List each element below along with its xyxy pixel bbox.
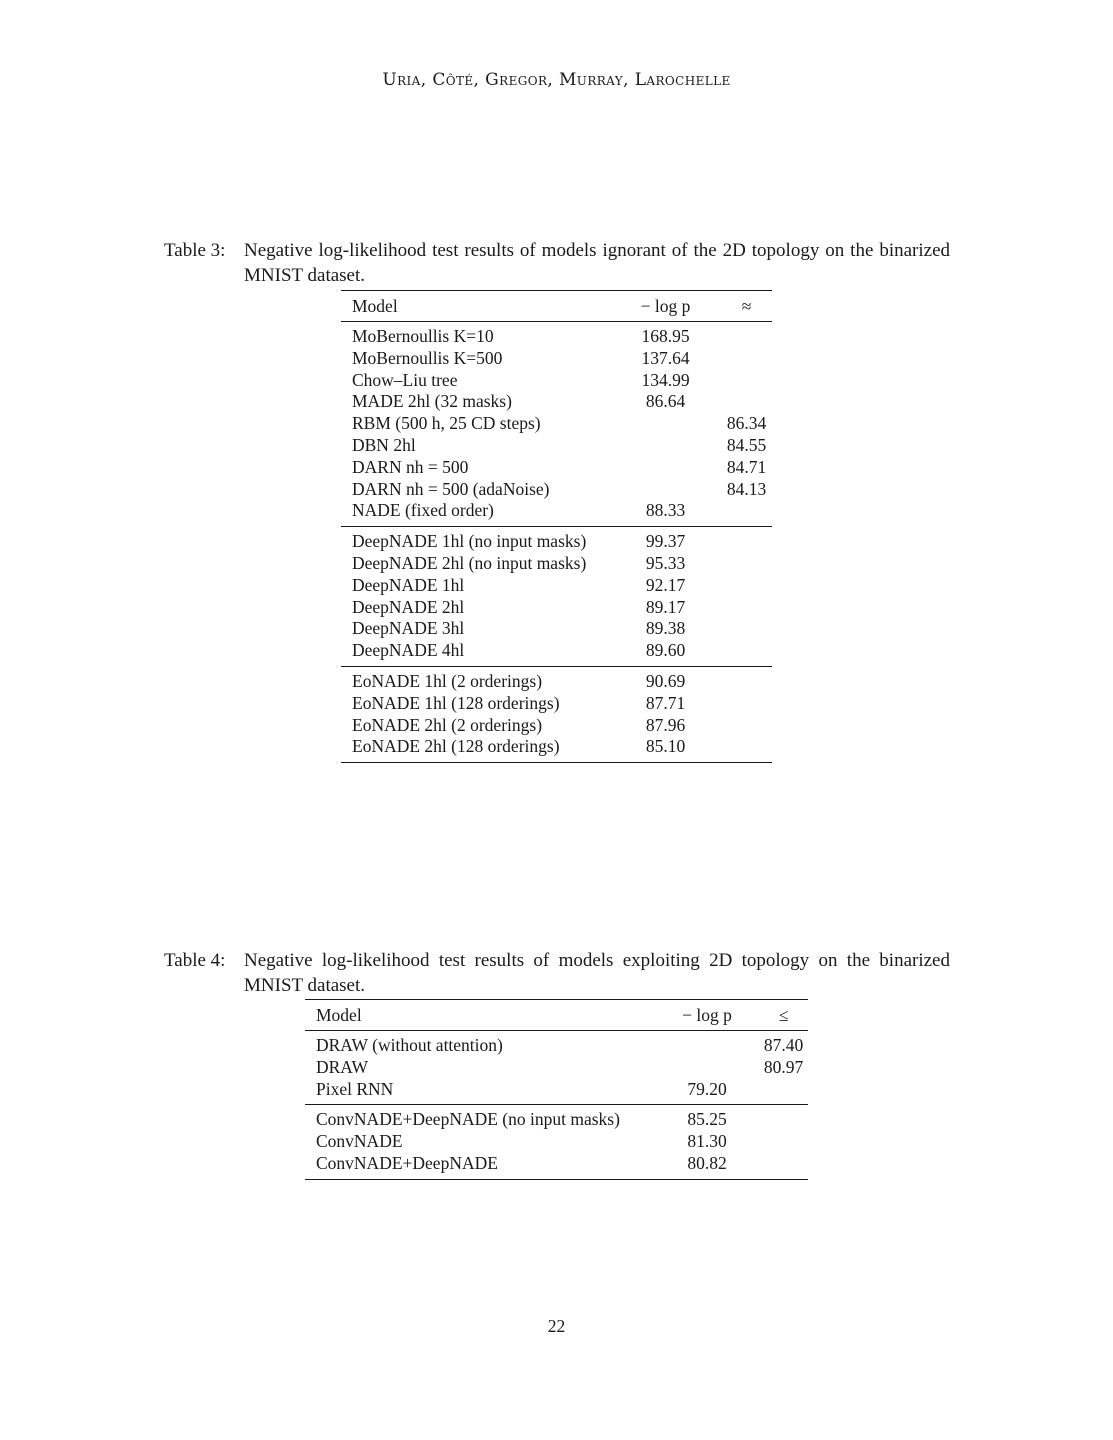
table-row: [341, 370, 772, 392]
value-cell: 90.69: [645, 670, 686, 691]
value-cell: [655, 1031, 759, 1057]
value-cell: 84.55: [726, 434, 767, 455]
value-cell: [721, 666, 772, 692]
model-cell: EoNADE 1hl (2 orderings): [352, 670, 543, 691]
table4-header-bound: ≤: [778, 1005, 789, 1025]
table4-caption-text: Negative log-likelihood test results of models exploiting 2D topology on the binarized MNIST dataset.: [244, 950, 950, 996]
value-cell: [759, 1131, 808, 1153]
model-cell: DARN nh = 500: [352, 456, 469, 477]
value-cell: 80.97: [763, 1056, 804, 1077]
value-cell: [759, 1079, 808, 1105]
value-cell: 85.25: [687, 1109, 727, 1130]
value-cell: [721, 736, 772, 762]
value-cell: 86.34: [726, 413, 767, 434]
value-cell: 92.17: [645, 574, 686, 595]
table3-label: Table 3:: [164, 240, 226, 261]
value-cell: [721, 640, 772, 666]
table3-caption-text: Negative log-likelihood test results of models ignorant of the 2D topology on the binarized MNIST dataset.: [244, 240, 950, 286]
value-cell: [721, 553, 772, 575]
table-row: [341, 413, 772, 435]
model-cell: DARN nh = 500 (adaNoise): [352, 478, 550, 499]
value-cell: 81.30: [687, 1131, 727, 1152]
value-cell: [721, 715, 772, 737]
table-row: [341, 391, 772, 413]
table-row: [341, 715, 772, 737]
model-cell: Chow–Liu tree: [352, 369, 458, 390]
table-row: [341, 666, 772, 692]
value-cell: [721, 597, 772, 619]
value-cell: [721, 391, 772, 413]
page-number: 22: [547, 1316, 566, 1336]
table-row: [341, 322, 772, 348]
model-cell: EoNADE 2hl (2 orderings): [352, 714, 543, 735]
table4-caption: [164, 948, 950, 998]
table-row: [341, 348, 772, 370]
model-cell: MADE 2hl (32 masks): [352, 391, 512, 412]
table-row: [341, 640, 772, 666]
value-cell: 89.60: [645, 640, 686, 661]
value-cell: 79.20: [687, 1078, 727, 1099]
model-cell: NADE (fixed order): [352, 500, 494, 521]
value-cell: 80.82: [687, 1152, 727, 1173]
value-cell: 85.10: [645, 736, 686, 757]
table-row: [305, 1057, 808, 1079]
value-cell: [655, 1057, 759, 1079]
value-cell: 99.37: [645, 531, 686, 552]
model-cell: ConvNADE: [316, 1131, 403, 1152]
value-cell: [721, 618, 772, 640]
table-row: [341, 527, 772, 553]
value-cell: [721, 348, 772, 370]
table-row: [305, 1105, 808, 1131]
table-row: [341, 693, 772, 715]
table-row: [305, 1079, 808, 1105]
table3-header-approx: ≈: [741, 296, 752, 316]
table-row: [341, 435, 772, 457]
value-cell: [721, 693, 772, 715]
value-cell: 88.33: [645, 500, 686, 521]
model-cell: EoNADE 1hl (128 orderings): [352, 692, 560, 713]
value-cell: [721, 500, 772, 526]
table-row: [341, 500, 772, 526]
table-row: [341, 479, 772, 501]
value-cell: 87.96: [645, 714, 686, 735]
value-cell: [610, 457, 721, 479]
value-cell: [610, 413, 721, 435]
value-cell: [759, 1153, 808, 1179]
value-cell: 84.71: [726, 456, 767, 477]
table-row: [341, 736, 772, 762]
model-cell: DeepNADE 3hl: [352, 618, 465, 639]
table4-header-model: Model: [316, 1005, 362, 1025]
model-cell: DeepNADE 1hl (no input masks): [352, 531, 587, 552]
value-cell: [721, 527, 772, 553]
model-cell: DeepNADE 1hl: [352, 574, 465, 595]
table-row: [305, 1031, 808, 1057]
model-cell: DBN 2hl: [352, 434, 416, 455]
table3: [341, 290, 772, 763]
table-row: [341, 553, 772, 575]
model-cell: ConvNADE+DeepNADE: [316, 1152, 498, 1173]
model-cell: DRAW (without attention): [316, 1035, 503, 1055]
model-cell: EoNADE 2hl (128 orderings): [352, 736, 560, 757]
value-cell: [610, 435, 721, 457]
model-cell: ConvNADE+DeepNADE (no input masks): [316, 1109, 620, 1130]
table-row: [341, 618, 772, 640]
table3-header-nll: − log p: [640, 296, 691, 316]
table-row: [341, 597, 772, 619]
model-cell: DRAW: [316, 1056, 369, 1077]
table-row: [341, 575, 772, 597]
model-cell: DeepNADE 2hl: [352, 596, 465, 617]
value-cell: [721, 575, 772, 597]
table-row: [341, 457, 772, 479]
value-cell: 95.33: [645, 552, 686, 573]
value-cell: [721, 322, 772, 348]
running-header: Uria, Côté, Gregor, Murray, Larochelle: [382, 70, 731, 90]
table-row: [305, 1153, 808, 1179]
table4-header-nll: − log p: [682, 1005, 732, 1025]
value-cell: 86.64: [645, 391, 686, 412]
value-cell: 137.64: [641, 347, 690, 368]
model-cell: Pixel RNN: [316, 1078, 394, 1099]
table3-header-model: Model: [352, 296, 398, 316]
value-cell: 134.99: [641, 369, 690, 390]
value-cell: 89.17: [645, 596, 686, 617]
value-cell: [759, 1105, 808, 1131]
table3-caption: [164, 238, 950, 288]
value-cell: [610, 479, 721, 501]
model-cell: DeepNADE 4hl: [352, 640, 465, 661]
model-cell: MoBernoullis K=10: [352, 326, 494, 346]
value-cell: 168.95: [641, 326, 690, 346]
model-cell: MoBernoullis K=500: [352, 347, 503, 368]
value-cell: 87.40: [763, 1035, 804, 1055]
model-cell: RBM (500 h, 25 CD steps): [352, 413, 541, 434]
value-cell: [721, 370, 772, 392]
value-cell: 87.71: [645, 692, 686, 713]
table4-label: Table 4:: [164, 950, 226, 971]
table-row: [305, 1131, 808, 1153]
table4: [305, 999, 808, 1180]
value-cell: 89.38: [645, 618, 686, 639]
model-cell: DeepNADE 2hl (no input masks): [352, 552, 587, 573]
value-cell: 84.13: [726, 478, 767, 499]
